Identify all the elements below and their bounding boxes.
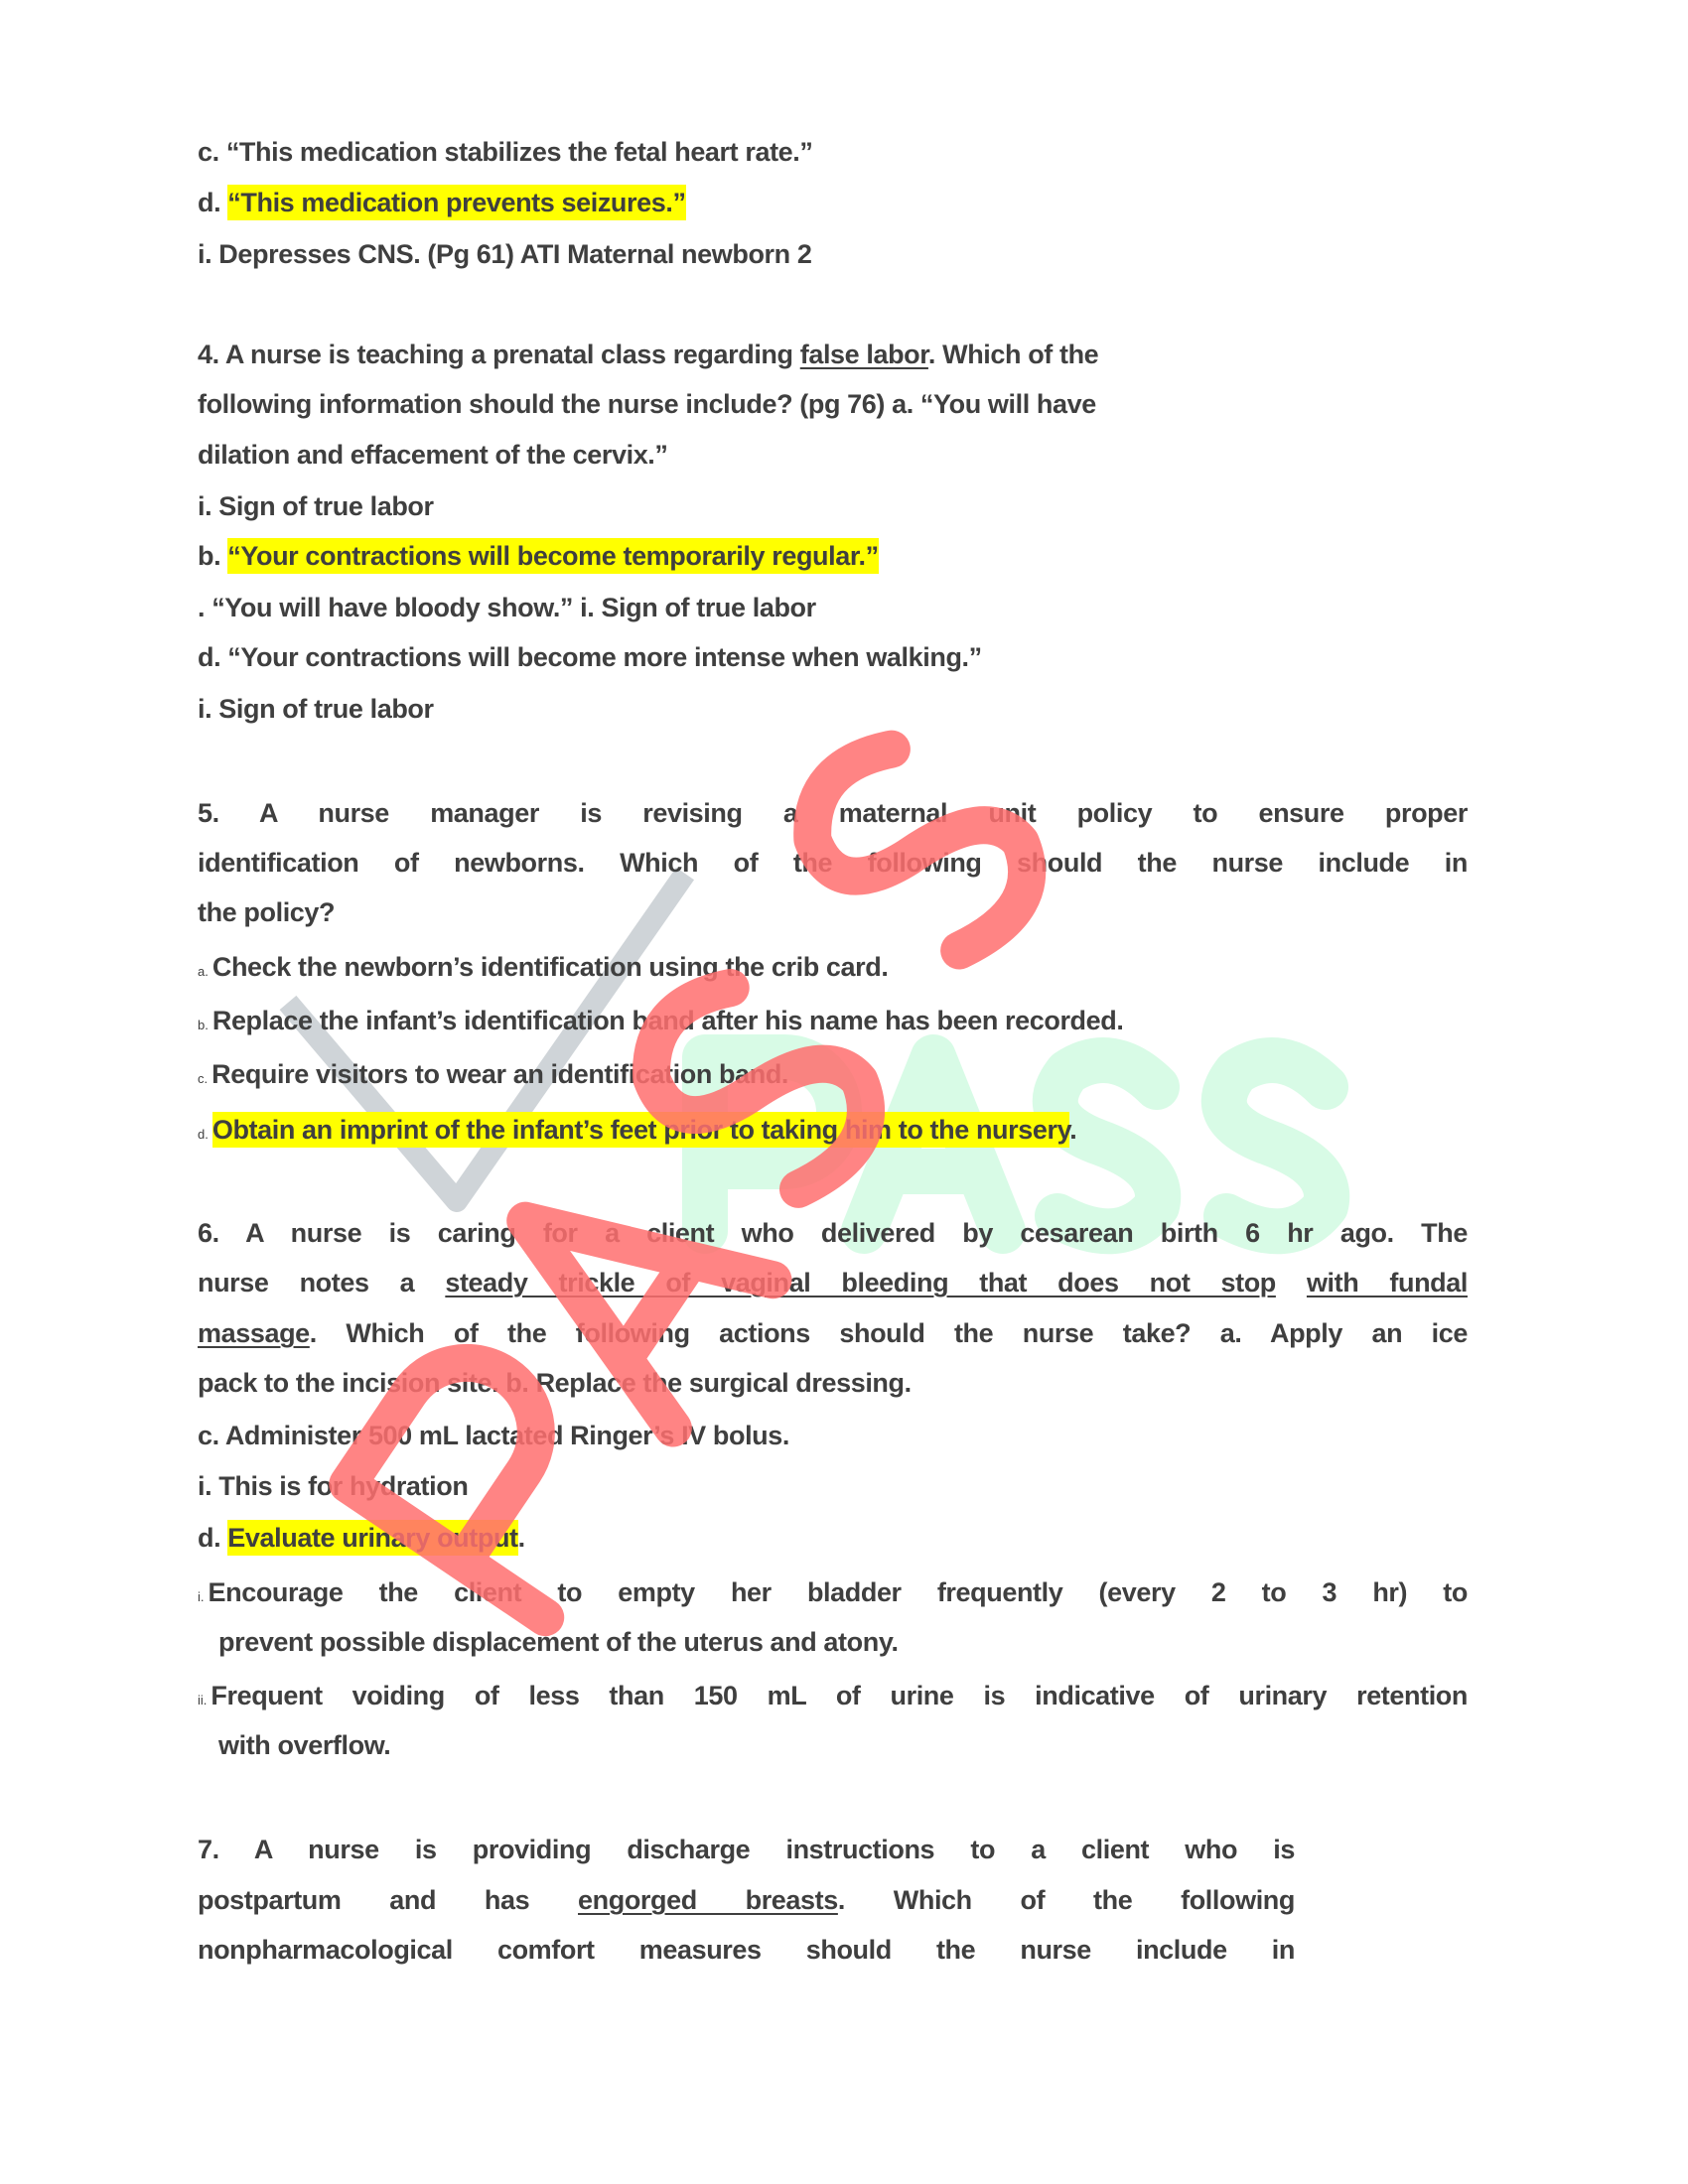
text-segment: Frequent voiding of less than 150 mL of urine is indicative of urinary retention bbox=[211, 1681, 1468, 1710]
text-line bbox=[198, 1930, 1295, 1970]
underlined-text: steady trickle of vaginal bleeding that does not stop bbox=[445, 1268, 1276, 1297]
text-segment: the policy? bbox=[198, 897, 336, 927]
list-marker: i. bbox=[198, 1589, 205, 1604]
list-marker: c. bbox=[198, 1071, 209, 1086]
text-segment: pack to the incision site. b. Replace the surgical dressing. bbox=[198, 1368, 912, 1398]
text-line bbox=[198, 234, 811, 274]
text-line bbox=[198, 947, 888, 992]
text-line bbox=[198, 1466, 468, 1506]
text-segment: postpartum and has bbox=[198, 1885, 579, 1915]
text-segment: identification of newborns. Which of the following should the nurse include in bbox=[198, 848, 1468, 878]
highlighted-answer: Obtain an imprint of the infant’s feet prior to taking him to the nursery bbox=[212, 1112, 1069, 1148]
text-segment: Encourage the client to empty her bladder frequently (every 2 to 3 hr) to bbox=[208, 1577, 1468, 1607]
underlined-text: false labor bbox=[799, 340, 928, 369]
text-line bbox=[198, 183, 686, 222]
text-line bbox=[218, 1622, 899, 1662]
text-segment: 5. A nurse manager is revising a maternal unit policy to ensure proper bbox=[198, 798, 1468, 828]
underlined-text: engorged breasts bbox=[578, 1885, 838, 1915]
text-segment: d. “Your contractions will become more intense when walking.” bbox=[198, 642, 982, 672]
text-line bbox=[198, 1880, 1295, 1920]
text-line bbox=[198, 793, 1468, 833]
text-segment: 7. A nurse is providing discharge instructions to a client who is bbox=[198, 1835, 1295, 1864]
text-segment: . bbox=[1069, 1115, 1077, 1145]
text-line bbox=[198, 1830, 1295, 1869]
highlighted-answer: “This medication prevents seizures.” bbox=[227, 185, 685, 220]
list-marker: ii. bbox=[198, 1693, 208, 1707]
text-line bbox=[198, 384, 1096, 424]
text-segment: d. bbox=[198, 1523, 228, 1553]
text-segment: with overflow. bbox=[218, 1730, 391, 1760]
list-marker: b. bbox=[198, 1018, 209, 1032]
text-segment: Replace the infant’s identification band after his name has been recorded. bbox=[211, 1006, 1124, 1035]
text-line bbox=[218, 1725, 390, 1765]
text-segment: following information should the nurse include? (pg 76) a. “You will have bbox=[198, 389, 1096, 419]
text-segment: . “You will have bloody show.” i. Sign of true labor bbox=[198, 593, 816, 622]
text-line bbox=[198, 637, 982, 677]
text-line bbox=[198, 435, 668, 475]
text-line bbox=[198, 1313, 1468, 1353]
text-line bbox=[198, 1518, 525, 1558]
text-segment: . Which of the following actions should the nurse take? a. Apply an ice bbox=[309, 1318, 1468, 1348]
text-line bbox=[198, 132, 812, 172]
text-segment: nurse notes a bbox=[198, 1268, 446, 1297]
highlighted-answer: “Your contractions will become temporarily regular.” bbox=[227, 538, 878, 574]
text-segment: prevent possible displacement of the uterus and atony. bbox=[218, 1627, 899, 1657]
text-segment: d. bbox=[198, 188, 228, 217]
text-segment: i. Sign of true labor bbox=[198, 694, 434, 724]
text-line bbox=[198, 1001, 1123, 1045]
text-line bbox=[198, 689, 434, 729]
text-line bbox=[198, 1263, 1468, 1302]
text-line bbox=[198, 588, 816, 627]
text-segment: c. “This medication stabilizes the fetal heart rate.” bbox=[198, 137, 813, 167]
highlighted-answer: Evaluate urinary output bbox=[227, 1520, 517, 1556]
text-segment: . Which of the bbox=[927, 340, 1099, 369]
text-line bbox=[198, 335, 1098, 374]
text-segment: Check the newborn’s identification using the crib card. bbox=[211, 952, 889, 982]
text-line bbox=[198, 1676, 1468, 1720]
text-line bbox=[198, 536, 879, 576]
text-segment: i. Sign of true labor bbox=[198, 491, 434, 521]
text-line bbox=[198, 1054, 788, 1099]
text-line bbox=[198, 892, 335, 932]
text-line bbox=[198, 1416, 789, 1455]
text-segment: i. This is for hydration bbox=[198, 1471, 469, 1501]
text-segment: . bbox=[517, 1523, 525, 1553]
text-segment: nonpharmacological comfort measures should the nurse include in bbox=[198, 1935, 1295, 1965]
text-segment bbox=[1276, 1268, 1307, 1297]
text-line bbox=[198, 486, 434, 526]
underlined-text: with fundal bbox=[1306, 1268, 1468, 1297]
list-marker: d. bbox=[198, 1127, 209, 1142]
text-segment: . Which of the following bbox=[837, 1885, 1295, 1915]
list-marker: a. bbox=[198, 964, 209, 979]
text-line bbox=[198, 843, 1468, 883]
text-line bbox=[198, 1213, 1468, 1253]
underlined-text: massage bbox=[198, 1318, 310, 1348]
text-segment: i. Depresses CNS. (Pg 61) ATI Maternal newborn 2 bbox=[198, 239, 812, 269]
text-line bbox=[198, 1363, 912, 1403]
text-segment: dilation and effacement of the cervix.” bbox=[198, 440, 668, 470]
text-segment: 6. A nurse is caring for a client who delivered by cesarean birth 6 hr ago. The bbox=[198, 1218, 1468, 1248]
text-segment: 4. A nurse is teaching a prenatal class regarding bbox=[198, 340, 800, 369]
text-segment: c. Administer 500 mL lactated Ringer’s IV bolus. bbox=[198, 1421, 789, 1450]
text-line bbox=[198, 1572, 1468, 1617]
text-line bbox=[198, 1110, 1076, 1155]
text-segment: b. bbox=[198, 541, 228, 571]
text-segment: Require visitors to wear an identification band. bbox=[211, 1059, 789, 1089]
